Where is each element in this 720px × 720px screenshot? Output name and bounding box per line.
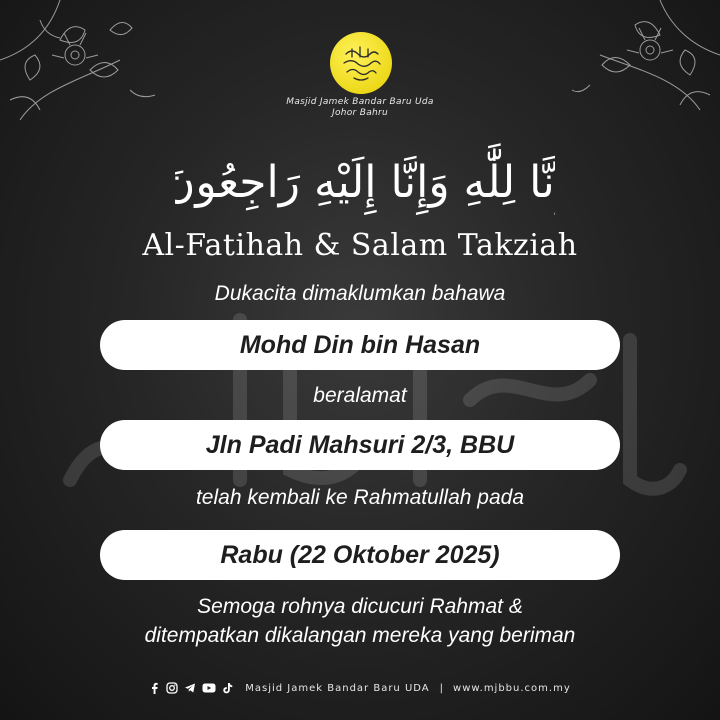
tiktok-icon[interactable]	[222, 682, 233, 694]
date-text: Rabu (22 Oktober 2025)	[220, 540, 500, 569]
facebook-icon[interactable]	[149, 682, 160, 694]
footer-separator: |	[439, 682, 444, 694]
instagram-icon[interactable]	[166, 682, 178, 694]
social-icons	[149, 682, 233, 694]
footer-org: Masjid Jamek Bandar Baru UDA	[245, 682, 430, 694]
telegram-icon[interactable]	[184, 682, 196, 694]
deceased-name: Mohd Din bin Hasan	[239, 330, 481, 359]
mosque-name-line1: Masjid Jamek Bandar Baru Uda	[286, 97, 434, 107]
prayer-line-2: ditempatkan dikalangan mereka yang beriman	[144, 624, 576, 647]
youtube-icon[interactable]	[202, 682, 216, 694]
arabic-verse-text: إِنَّا لِلَّٰهِ وَإِنَّا إِلَيْهِ رَاجِعُونَ	[175, 157, 555, 208]
intro-text: Dukacita dimaklumkan bahawa	[214, 282, 506, 305]
address-label: beralamat	[313, 384, 407, 407]
prayer-line-1: Semoga rohnya dicucuri Rahmat &	[197, 595, 523, 618]
mosque-logo	[330, 32, 392, 94]
address-pill	[100, 420, 620, 470]
footer-website-link[interactable]: www.mjbbu.com.my	[453, 682, 571, 694]
logo-calligraphy-icon	[330, 32, 392, 94]
date-label: telah kembali ke Rahmatullah pada	[195, 486, 525, 509]
deceased-name-pill	[100, 320, 620, 370]
date-pill	[100, 530, 620, 580]
mosque-name-line2: Johor Bahru	[331, 108, 389, 118]
footer	[0, 682, 720, 694]
arabic-verse	[175, 135, 555, 225]
address-text: Jln Padi Mahsuri 2/3, BBU	[205, 430, 515, 459]
heading-title: Al-Fatihah & Salam Takziah	[142, 228, 578, 263]
